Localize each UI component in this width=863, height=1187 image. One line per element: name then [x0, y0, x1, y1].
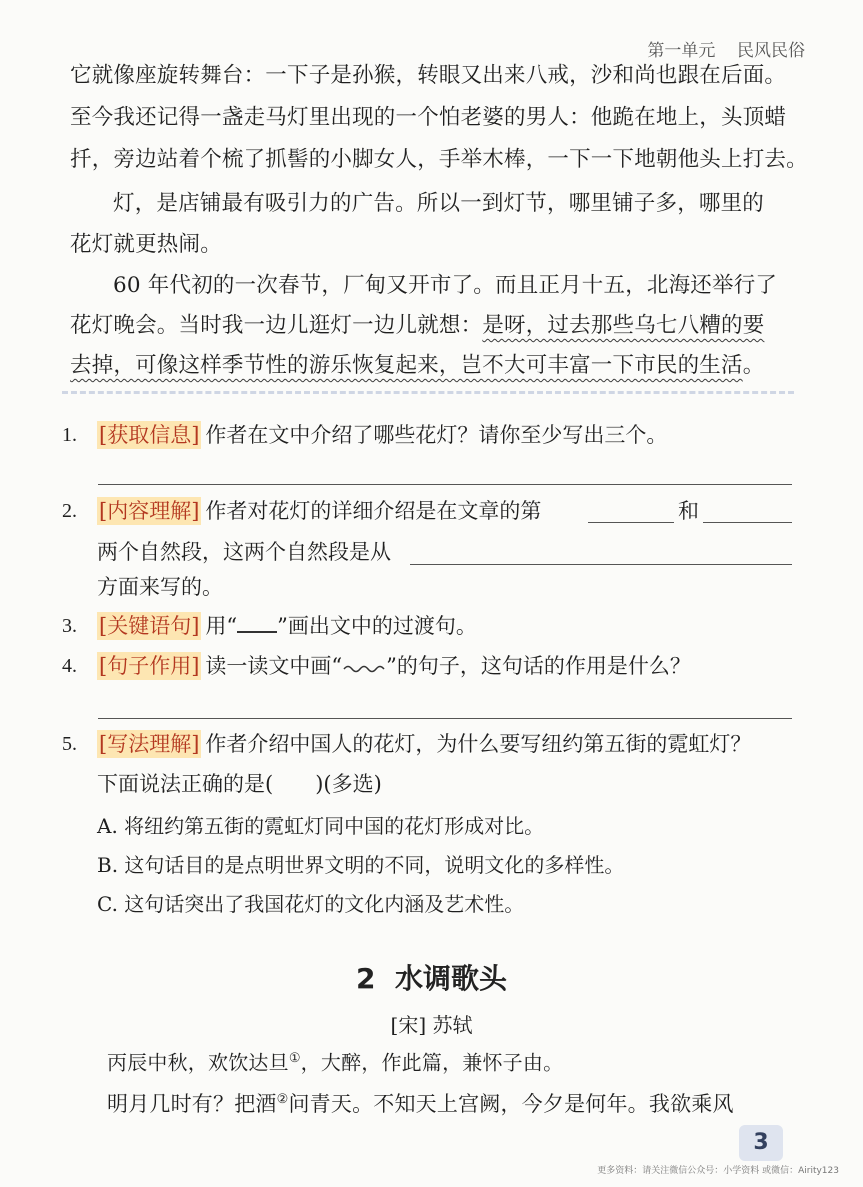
unit-header [647, 36, 805, 61]
question-text: 和 [678, 499, 699, 523]
straight-underline-sample [237, 617, 277, 633]
question-3 [97, 612, 477, 640]
question-text: ”的句子，这句话的作用是什么？ [386, 654, 691, 678]
lesson-number: 2 [356, 962, 376, 995]
unit-label: 第一单元 [647, 41, 716, 61]
answer-line[interactable] [98, 484, 792, 485]
question-text: 两个自然段，这两个自然段是从 [97, 540, 391, 564]
section-divider [62, 391, 794, 394]
poem-preface-text: 丙辰中秋，欢饮达旦 [107, 1050, 289, 1075]
answer-blank[interactable] [588, 522, 674, 523]
question-5 [97, 730, 751, 758]
passage-line [70, 352, 805, 380]
question-tag: [写法理解] [99, 732, 200, 756]
passage-line: 花灯就更热闹。 [70, 232, 222, 257]
question-text: 作者介绍中国人的花灯，为什么要写纽约第五街的霓虹灯？ [205, 732, 752, 756]
option-b[interactable]: B. 这句话目的是点明世界文明的不同，说明文化的多样性。 [97, 853, 625, 877]
question-number: 5. [62, 733, 77, 755]
question-tag: [句子作用] [99, 654, 200, 678]
wavy-underlined-sentence: 是呀，过去那些乌七八糟的要 [482, 313, 765, 338]
wavy-underlined-sentence: 去掉，可像这样季节性的游乐恢复起来，岂不大可丰富一下市民的生活 [70, 353, 743, 378]
question-number: 2. [62, 500, 77, 522]
poem-preface-text: ，大醉，作此篇，兼怀子由。 [300, 1050, 564, 1075]
question-number: 4. [62, 655, 77, 677]
footnote-marker: ① [288, 1051, 301, 1066]
question-text: 下面说法正确的是( )(多选) [97, 772, 382, 796]
passage-line [70, 312, 805, 340]
question-tag: [获取信息] [99, 423, 200, 447]
footer-note: 更多资料：请关注微信公众号：小学资料 或微信：Airity123 [597, 1166, 839, 1176]
poem-text: 问青天。不知天上宫阙，今夕是何年。我欲乘风 [288, 1092, 734, 1116]
option-c[interactable]: C. 这句话突出了我国花灯的文化内涵及艺术性。 [97, 892, 525, 916]
passage-text: 花灯晚会。当时我一边儿逛灯一边儿就想： [70, 313, 483, 338]
question-text: 方面来写的。 [97, 575, 223, 599]
passage-line: 灯，是店铺最有吸引力的广告。所以一到灯节，哪里铺子多，哪里的 [113, 191, 765, 216]
passage-line: 它就像座旋转舞台：一下子是孙猴，转眼又出来八戒，沙和尚也跟在后面。 [70, 63, 787, 88]
poem-title [0, 957, 863, 997]
footnote-marker: ② [276, 1092, 289, 1107]
passage-text: 。 [742, 353, 765, 378]
unit-theme: 民风民俗 [737, 41, 805, 61]
poem-preface [107, 1045, 842, 1077]
question-number: 3. [62, 615, 77, 637]
passage-line: 扦，旁边站着个梳了抓髻的小脚女人，手举木棒，一下一下地朝他头上打去。 [70, 147, 808, 172]
question-text: 作者对花灯的详细介绍是在文章的第 [205, 499, 542, 523]
option-a[interactable]: A. 将纽约第五街的霓虹灯同中国的花灯形成对比。 [97, 814, 545, 838]
poem-title-text: 水调歌头 [394, 962, 507, 995]
poem-line [107, 1086, 842, 1118]
question-text: 读一读文中画“ [205, 654, 343, 678]
question-1 [97, 421, 667, 449]
answer-blank[interactable] [703, 522, 792, 523]
passage-line: 60 年代初的一次春节，厂甸又开市了。而且正月十五，北海还举行了 [113, 273, 778, 298]
answer-line[interactable] [98, 718, 792, 719]
question-tag: [关键语句] [99, 614, 200, 638]
answer-blank[interactable] [410, 564, 792, 565]
poem-text: 明月几时有？把酒 [107, 1092, 277, 1116]
wavy-underline-sample [342, 652, 386, 680]
question-text: ”画出文中的过渡句。 [277, 614, 477, 638]
question-number: 1. [62, 424, 77, 446]
question-2 [97, 497, 541, 525]
passage-line: 至今我还记得一盏走马灯里出现的一个怕老婆的男人：他跪在地上，头顶蜡 [70, 105, 787, 130]
poem-author: [宋] 苏轼 [390, 1013, 473, 1037]
question-text: 用“ [205, 614, 238, 638]
question-text: 作者在文中介绍了哪些花灯？请你至少写出三个。 [205, 423, 668, 447]
page-number: 3 [739, 1125, 783, 1161]
question-4 [97, 652, 691, 680]
question-tag: [内容理解] [99, 499, 200, 523]
